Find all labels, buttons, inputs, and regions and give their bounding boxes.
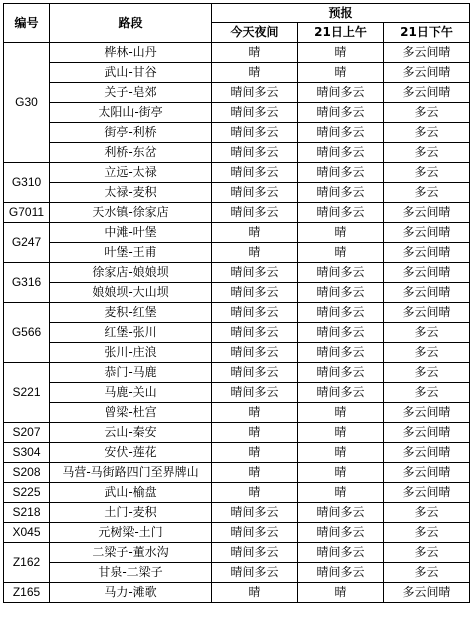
route-cell: 张川-庄浪 bbox=[50, 343, 212, 363]
morning-cell: 晴 bbox=[298, 243, 384, 263]
table-row bbox=[4, 223, 470, 243]
route-cell: 恭门-马鹿 bbox=[50, 363, 212, 383]
afternoon-cell: 多云间晴 bbox=[384, 303, 470, 323]
table-row bbox=[4, 563, 470, 583]
road-code-cell: G30 bbox=[4, 43, 50, 163]
afternoon-cell: 多云间晴 bbox=[384, 583, 470, 603]
morning-cell: 晴间多云 bbox=[298, 323, 384, 343]
route-cell: 元树梁-土门 bbox=[50, 523, 212, 543]
table-row bbox=[4, 543, 470, 563]
afternoon-cell: 多云 bbox=[384, 103, 470, 123]
table-header bbox=[4, 4, 470, 43]
route-cell: 徐家店-娘娘坝 bbox=[50, 263, 212, 283]
route-cell: 二梁子-董水沟 bbox=[50, 543, 212, 563]
header-forecast: 预报 bbox=[212, 4, 470, 23]
morning-cell: 晴 bbox=[298, 463, 384, 483]
tonight-cell: 晴间多云 bbox=[212, 83, 298, 103]
route-cell: 中滩-叶堡 bbox=[50, 223, 212, 243]
afternoon-cell: 多云 bbox=[384, 383, 470, 403]
table-row bbox=[4, 423, 470, 443]
road-code-cell: S218 bbox=[4, 503, 50, 523]
table-row bbox=[4, 583, 470, 603]
afternoon-cell: 多云 bbox=[384, 563, 470, 583]
tonight-cell: 晴 bbox=[212, 443, 298, 463]
road-weather-forecast-table bbox=[3, 3, 470, 603]
afternoon-cell: 多云间晴 bbox=[384, 443, 470, 463]
morning-cell: 晴间多云 bbox=[298, 503, 384, 523]
tonight-cell: 晴间多云 bbox=[212, 323, 298, 343]
morning-cell: 晴间多云 bbox=[298, 83, 384, 103]
table-row bbox=[4, 143, 470, 163]
table-row bbox=[4, 463, 470, 483]
route-cell: 土门-麦积 bbox=[50, 503, 212, 523]
road-code-cell: S225 bbox=[4, 483, 50, 503]
header-route: 路段 bbox=[50, 4, 212, 43]
tonight-cell: 晴 bbox=[212, 463, 298, 483]
morning-cell: 晴间多云 bbox=[298, 103, 384, 123]
route-cell: 太禄-麦积 bbox=[50, 183, 212, 203]
table-row bbox=[4, 383, 470, 403]
header-code: 编号 bbox=[4, 4, 50, 43]
table-body bbox=[4, 43, 470, 603]
afternoon-cell: 多云间晴 bbox=[384, 203, 470, 223]
tonight-cell: 晴间多云 bbox=[212, 303, 298, 323]
afternoon-cell: 多云 bbox=[384, 123, 470, 143]
table-row bbox=[4, 303, 470, 323]
tonight-cell: 晴 bbox=[212, 223, 298, 243]
tonight-cell: 晴间多云 bbox=[212, 263, 298, 283]
table-row bbox=[4, 483, 470, 503]
morning-cell: 晴间多云 bbox=[298, 123, 384, 143]
tonight-cell: 晴间多云 bbox=[212, 183, 298, 203]
table-row bbox=[4, 123, 470, 143]
route-cell: 立远-太禄 bbox=[50, 163, 212, 183]
morning-cell: 晴 bbox=[298, 403, 384, 423]
afternoon-cell: 多云间晴 bbox=[384, 263, 470, 283]
tonight-cell: 晴间多云 bbox=[212, 523, 298, 543]
afternoon-cell: 多云间晴 bbox=[384, 63, 470, 83]
tonight-cell: 晴 bbox=[212, 483, 298, 503]
route-cell: 马鹿-关山 bbox=[50, 383, 212, 403]
morning-cell: 晴 bbox=[298, 443, 384, 463]
route-cell: 马营-马街路四门至界牌山 bbox=[50, 463, 212, 483]
tonight-cell: 晴间多云 bbox=[212, 123, 298, 143]
tonight-cell: 晴 bbox=[212, 403, 298, 423]
afternoon-cell: 多云间晴 bbox=[384, 243, 470, 263]
table-row bbox=[4, 83, 470, 103]
morning-cell: 晴 bbox=[298, 483, 384, 503]
route-cell: 利桥-东岔 bbox=[50, 143, 212, 163]
tonight-cell: 晴间多云 bbox=[212, 363, 298, 383]
tonight-cell: 晴间多云 bbox=[212, 143, 298, 163]
morning-cell: 晴 bbox=[298, 583, 384, 603]
afternoon-cell: 多云间晴 bbox=[384, 83, 470, 103]
tonight-cell: 晴间多云 bbox=[212, 103, 298, 123]
morning-cell: 晴 bbox=[298, 43, 384, 63]
road-code-cell: S207 bbox=[4, 423, 50, 443]
morning-cell: 晴 bbox=[298, 223, 384, 243]
morning-cell: 晴间多云 bbox=[298, 203, 384, 223]
tonight-cell: 晴间多云 bbox=[212, 543, 298, 563]
route-cell: 天水镇-徐家店 bbox=[50, 203, 212, 223]
afternoon-cell: 多云 bbox=[384, 523, 470, 543]
table-row bbox=[4, 503, 470, 523]
road-code-cell: G7011 bbox=[4, 203, 50, 223]
route-cell: 红堡-张川 bbox=[50, 323, 212, 343]
tonight-cell: 晴间多云 bbox=[212, 283, 298, 303]
route-cell: 曾梁-杜宫 bbox=[50, 403, 212, 423]
table-row bbox=[4, 443, 470, 463]
road-code-cell: G247 bbox=[4, 223, 50, 263]
road-code-cell: S304 bbox=[4, 443, 50, 463]
tonight-cell: 晴间多云 bbox=[212, 383, 298, 403]
route-cell: 街亭-利桥 bbox=[50, 123, 212, 143]
route-cell: 安伏-莲花 bbox=[50, 443, 212, 463]
afternoon-cell: 多云间晴 bbox=[384, 423, 470, 443]
tonight-cell: 晴 bbox=[212, 63, 298, 83]
morning-cell: 晴间多云 bbox=[298, 343, 384, 363]
road-code-cell: S208 bbox=[4, 463, 50, 483]
road-code-cell: Z162 bbox=[4, 543, 50, 583]
afternoon-cell: 多云间晴 bbox=[384, 223, 470, 243]
tonight-cell: 晴间多云 bbox=[212, 163, 298, 183]
morning-cell: 晴间多云 bbox=[298, 523, 384, 543]
route-cell: 甘泉-二梁子 bbox=[50, 563, 212, 583]
morning-cell: 晴间多云 bbox=[298, 183, 384, 203]
afternoon-cell: 多云 bbox=[384, 163, 470, 183]
header-afternoon: 21日下午 bbox=[384, 23, 470, 43]
table-row bbox=[4, 363, 470, 383]
table-row bbox=[4, 163, 470, 183]
road-code-cell: S221 bbox=[4, 363, 50, 423]
table-row bbox=[4, 283, 470, 303]
morning-cell: 晴 bbox=[298, 423, 384, 443]
afternoon-cell: 多云间晴 bbox=[384, 463, 470, 483]
table-row bbox=[4, 43, 470, 63]
afternoon-cell: 多云 bbox=[384, 143, 470, 163]
route-cell: 太阳山-街亭 bbox=[50, 103, 212, 123]
table-row bbox=[4, 523, 470, 543]
table-row bbox=[4, 403, 470, 423]
route-cell: 云山-秦安 bbox=[50, 423, 212, 443]
route-cell: 麦积-红堡 bbox=[50, 303, 212, 323]
road-code-cell: G566 bbox=[4, 303, 50, 363]
tonight-cell: 晴 bbox=[212, 583, 298, 603]
header-morning: 21日上午 bbox=[298, 23, 384, 43]
table-row bbox=[4, 203, 470, 223]
header-tonight: 今天夜间 bbox=[212, 23, 298, 43]
table-row bbox=[4, 263, 470, 283]
tonight-cell: 晴 bbox=[212, 43, 298, 63]
morning-cell: 晴间多云 bbox=[298, 143, 384, 163]
tonight-cell: 晴间多云 bbox=[212, 203, 298, 223]
afternoon-cell: 多云 bbox=[384, 543, 470, 563]
route-cell: 武山-甘谷 bbox=[50, 63, 212, 83]
table-row bbox=[4, 183, 470, 203]
table-row bbox=[4, 243, 470, 263]
road-code-cell: X045 bbox=[4, 523, 50, 543]
tonight-cell: 晴间多云 bbox=[212, 343, 298, 363]
road-code-cell: G316 bbox=[4, 263, 50, 303]
morning-cell: 晴 bbox=[298, 63, 384, 83]
morning-cell: 晴间多云 bbox=[298, 283, 384, 303]
morning-cell: 晴间多云 bbox=[298, 363, 384, 383]
route-cell: 武山-榆盘 bbox=[50, 483, 212, 503]
morning-cell: 晴间多云 bbox=[298, 543, 384, 563]
table-row bbox=[4, 343, 470, 363]
route-cell: 叶堡-王甫 bbox=[50, 243, 212, 263]
morning-cell: 晴间多云 bbox=[298, 303, 384, 323]
tonight-cell: 晴间多云 bbox=[212, 563, 298, 583]
afternoon-cell: 多云 bbox=[384, 323, 470, 343]
afternoon-cell: 多云间晴 bbox=[384, 43, 470, 63]
morning-cell: 晴间多云 bbox=[298, 563, 384, 583]
afternoon-cell: 多云间晴 bbox=[384, 483, 470, 503]
afternoon-cell: 多云 bbox=[384, 363, 470, 383]
morning-cell: 晴间多云 bbox=[298, 263, 384, 283]
tonight-cell: 晴 bbox=[212, 243, 298, 263]
afternoon-cell: 多云 bbox=[384, 343, 470, 363]
table-row bbox=[4, 103, 470, 123]
table-row bbox=[4, 323, 470, 343]
tonight-cell: 晴 bbox=[212, 423, 298, 443]
afternoon-cell: 多云 bbox=[384, 183, 470, 203]
road-code-cell: Z165 bbox=[4, 583, 50, 603]
morning-cell: 晴间多云 bbox=[298, 163, 384, 183]
afternoon-cell: 多云 bbox=[384, 503, 470, 523]
route-cell: 桦林-山丹 bbox=[50, 43, 212, 63]
road-code-cell: G310 bbox=[4, 163, 50, 203]
afternoon-cell: 多云间晴 bbox=[384, 283, 470, 303]
table-row bbox=[4, 63, 470, 83]
morning-cell: 晴间多云 bbox=[298, 383, 384, 403]
route-cell: 马力-滩歌 bbox=[50, 583, 212, 603]
afternoon-cell: 多云间晴 bbox=[384, 403, 470, 423]
route-cell: 娘娘坝-大山坝 bbox=[50, 283, 212, 303]
tonight-cell: 晴间多云 bbox=[212, 503, 298, 523]
route-cell: 关子-皂郊 bbox=[50, 83, 212, 103]
